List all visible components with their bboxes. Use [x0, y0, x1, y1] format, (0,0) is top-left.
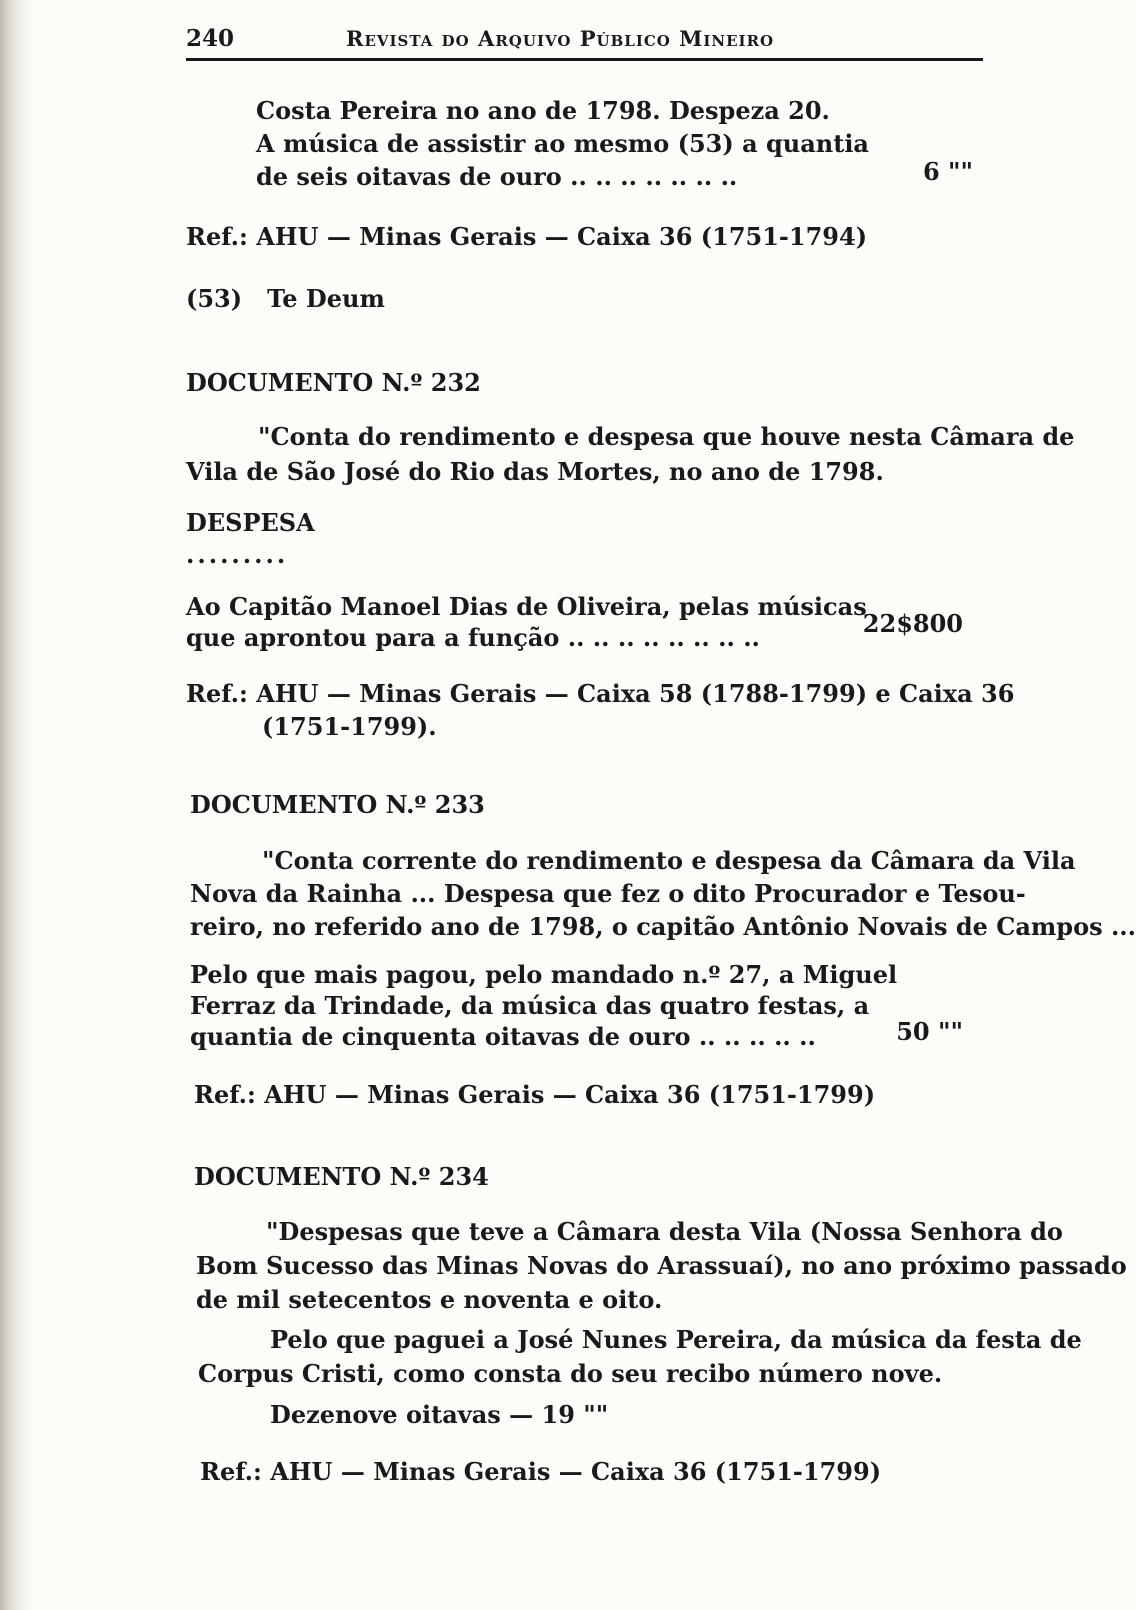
- document-232-paragraph-line-1: "Conta do rendimento e despesa que houve nesta Câmara de: [258, 422, 1075, 451]
- document-234-paragraph-line-4: Pelo que paguei a José Nunes Pereira, da música da festa de: [270, 1325, 1082, 1354]
- amount-22800: 22$800: [862, 609, 963, 638]
- amount-50-oitavas: 50 "": [896, 1017, 963, 1046]
- continuation-line-3: de seis oitavas de ouro .. .. .. .. .. .. ..: [256, 162, 738, 191]
- document-234-reference-line: Ref.: AHU — Minas Gerais — Caixa 36 (1751-1799): [200, 1457, 882, 1486]
- document-232-item-line-2: que aprontou para a função .. .. .. .. .. .. .. ..: [186, 623, 760, 652]
- document-233-paragraph-line-1: "Conta corrente do rendimento e despesa da Câmara da Vila: [262, 846, 1076, 875]
- document-232-heading: DOCUMENTO N.º 232: [186, 368, 481, 397]
- document-233-item-line-1: Pelo que mais pagou, pelo mandado n.º 27, a Miguel: [190, 960, 898, 989]
- document-234-paragraph-line-5: Corpus Cristi, como consta do seu recibo número nove.: [198, 1359, 943, 1388]
- continuation-line-1: Costa Pereira no ano de 1798. Despeza 20.: [256, 96, 830, 125]
- amount-6-oitavas: 6 "": [922, 157, 973, 186]
- header-rule: [186, 58, 983, 61]
- document-232-paragraph-line-2: Vila de São José do Rio das Mortes, no ano de 1798.: [186, 457, 884, 486]
- despesa-section-heading: DESPESA: [186, 508, 315, 537]
- document-234-paragraph-line-2: Bom Sucesso das Minas Novas do Arassuaí), no ano próximo passado: [196, 1251, 1127, 1280]
- document-232-item-line-1: Ao Capitão Manoel Dias de Oliveira, pelas músicas: [186, 592, 867, 621]
- document-234-amount-line: Dezenove oitavas — 19 "": [270, 1400, 609, 1429]
- document-233-paragraph-line-3: reiro, no referido ano de 1798, o capitão Antônio Novais de Campos ...: [190, 912, 1136, 941]
- document-233-reference-line: Ref.: AHU — Minas Gerais — Caixa 36 (1751-1799): [194, 1080, 876, 1109]
- footnote-53: (53) Te Deum: [186, 284, 385, 313]
- document-232-reference-line-2: (1751-1799).: [262, 712, 437, 741]
- document-233-paragraph-line-2: Nova da Rainha ... Despesa que fez o dito Procurador e Tesou-: [190, 879, 1026, 908]
- reference-line: Ref.: AHU — Minas Gerais — Caixa 36 (1751-1794): [186, 222, 868, 251]
- document-234-heading: DOCUMENTO N.º 234: [194, 1162, 489, 1191]
- document-233-heading: DOCUMENTO N.º 233: [190, 790, 485, 819]
- continuation-line-2: A música de assistir ao mesmo (53) a quantia: [256, 129, 869, 158]
- document-232-reference-line-1: Ref.: AHU — Minas Gerais — Caixa 58 (1788-1799) e Caixa 36: [186, 679, 1015, 708]
- document-234-paragraph-line-3: de mil setecentos e noventa e oito.: [196, 1285, 663, 1314]
- document-233-item-line-2: Ferraz da Trindade, da música das quatro festas, a: [190, 991, 870, 1020]
- document-233-item-line-3: quantia de cinquenta oitavas de ouro .. .. .. .. ..: [190, 1022, 816, 1051]
- document-234-paragraph-line-1: "Despesas que teve a Câmara desta Vila (Nossa Senhora do: [266, 1217, 1063, 1246]
- running-title: Revista do Arquivo Público Mineiro: [346, 26, 775, 51]
- ellipsis-dots: .........: [186, 540, 289, 569]
- page-number: 240: [186, 25, 235, 52]
